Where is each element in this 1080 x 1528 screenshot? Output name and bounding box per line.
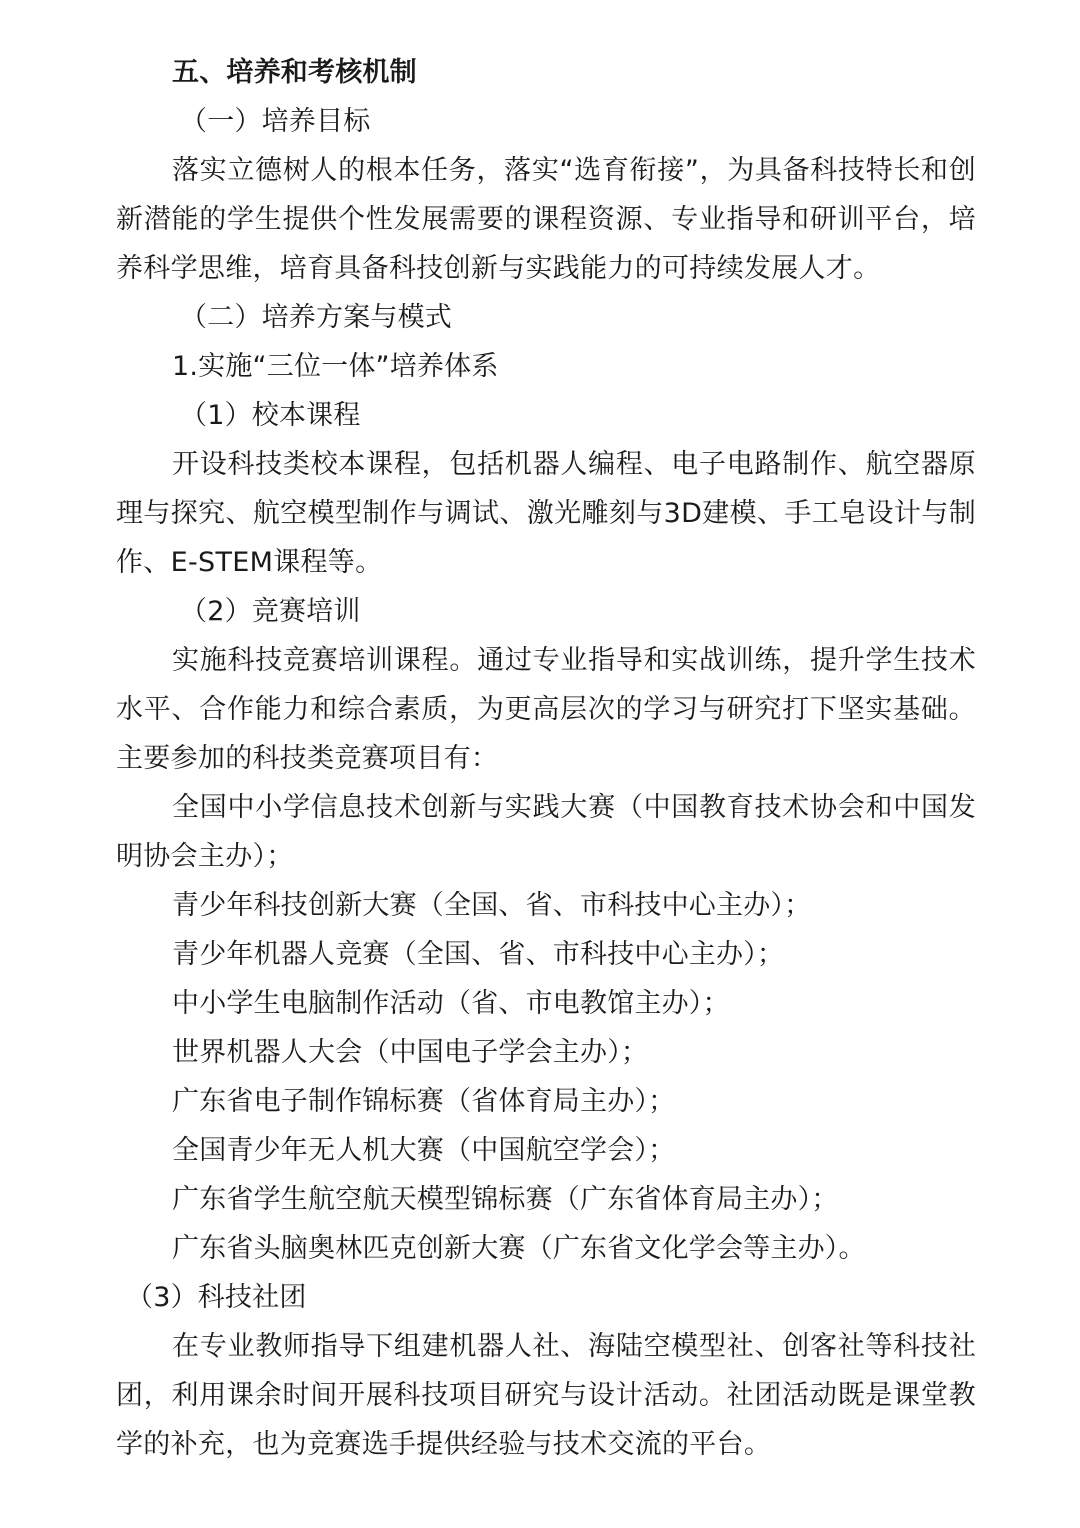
document-page: [116, 48, 976, 1469]
competition-item: 青少年机器人竞赛（全国、省、市科技中心主办）；: [172, 939, 785, 970]
competition-item: 青少年科技创新大赛（全国、省、市科技中心主办）；: [172, 890, 812, 921]
competition-item: 全国青少年无人机大赛（中国航空学会）；: [172, 1135, 676, 1166]
competition-item: 中小学生电脑制作活动（省、市电教馆主办）；: [172, 988, 730, 1019]
competition-item: 广东省头脑奥林匹克创新大赛（广东省文化学会等主办）。: [172, 1233, 866, 1264]
competition-item-first: 全国中小学信息技术创新与实践大赛（中国教育技术协会和中国发明协会主办）；: [116, 792, 976, 872]
competition-item: 广东省电子制作锦标赛（省体育局主办）；: [172, 1086, 676, 1117]
goal-paragraph: 落实立德树人的根本任务，落实“选育衔接”，为具备科技特长和创新潜能的学生提供个性发展需要的课程资源、专业指导和研训平台，培养科学思维，培育具备科技创新与实践能力的可持续发展人才。: [116, 155, 976, 284]
competition-heading: （2）竞赛培训: [180, 596, 361, 627]
courses-paragraph: 开设科技类校本课程，包括机器人编程、电子电路制作、航空器原理与探究、航空模型制作与调试、激光雕刻与3D建模、手工皂设计与制作、E-STEM课程等。: [116, 449, 976, 578]
plan-heading: （二）培养方案与模式: [180, 302, 452, 333]
competition-paragraph: 实施科技竞赛培训课程。通过专业指导和实战训练，提升学生技术水平、合作能力和综合素质，为更高层次的学习与研究打下坚实基础。主要参加的科技类竞赛项目有：: [116, 645, 976, 774]
courses-heading: （1）校本课程: [180, 400, 361, 431]
system-title: 1.实施“三位一体”培养体系: [172, 351, 499, 382]
competition-item: 广东省学生航空航天模型锦标赛（广东省体育局主办）；: [172, 1184, 839, 1215]
clubs-paragraph: 在专业教师指导下组建机器人社、海陆空模型社、创客社等科技社团，利用课余时间开展科技项目研究与设计活动。社团活动既是课堂教学的补充，也为竞赛选手提供经验与技术交流的平台。: [116, 1331, 976, 1460]
section-title: 五、培养和考核机制: [172, 57, 417, 88]
clubs-heading: （3）科技社团: [126, 1282, 307, 1313]
goal-heading: （一）培养目标: [180, 106, 371, 137]
competition-item: 世界机器人大会（中国电子学会主办）；: [172, 1037, 649, 1068]
